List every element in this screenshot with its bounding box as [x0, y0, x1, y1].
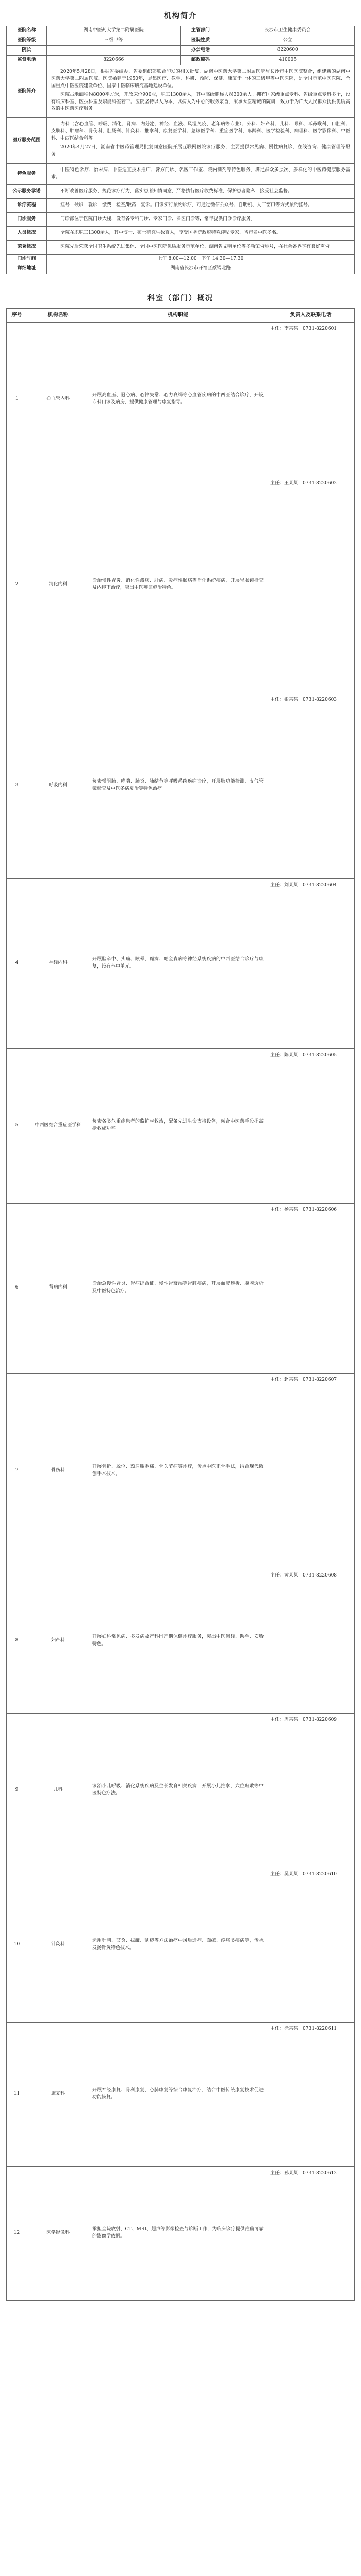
- dept-head: 主任：陈某某 0731-8220605: [267, 1048, 355, 1203]
- info-row: [7, 226, 355, 240]
- fax-label: 监督电话: [7, 55, 47, 65]
- dept-duty: 运用针刺、艾灸、拔罐、刮痧等方法治疗中风后遗症、面瘫、疼痛类疾病等，传承发扬针灸特色技术。: [89, 1868, 267, 2022]
- dept-head: 主任：徐某某 0731-8220611: [267, 2022, 355, 2166]
- fax-value: 8220666: [47, 55, 181, 65]
- dept-num: 5: [7, 1048, 27, 1203]
- open-value: 门诊部位于医院门诊大楼，设有各专科门诊、专家门诊、名医门诊等，常年提供门诊诊疗服务。: [47, 212, 355, 226]
- table-row: [7, 2022, 355, 2166]
- dept-num: 6: [7, 1203, 27, 1373]
- dept-num: 12: [7, 2166, 27, 2300]
- dept-duty: 开展骨折、脱位、颈肩腰腿痛、骨关节病等诊疗，传承中医正骨手法，结合现代微创手术技术。: [89, 1373, 267, 1569]
- table-row: [7, 322, 355, 477]
- dept-num: 3: [7, 693, 27, 878]
- table-row: [7, 1868, 355, 2022]
- info-table: [6, 26, 355, 274]
- nature-value: 公立: [221, 36, 355, 45]
- table-row: [7, 693, 355, 878]
- dept-name: 肾病内科: [27, 1203, 89, 1373]
- dept-name: 医学影像科: [27, 2166, 89, 2300]
- dept-head: 主任：孙某某 0731-8220612: [267, 2166, 355, 2300]
- page: [6, 0, 355, 2309]
- section-gap: [6, 274, 355, 290]
- info-row: [7, 45, 355, 55]
- dept-name: 消化内科: [27, 477, 89, 693]
- dept-duty: 诊治慢性胃炎、消化性溃疡、肝病、炎症性肠病等消化系统疾病，开展胃肠镜检查及内镜下治疗，突出中医辨证施治特色。: [89, 477, 267, 693]
- dept-duty: 诊治小儿呼吸、消化系统疾病及生长发育相关疾病，开展小儿推拿、穴位贴敷等中医特色疗法。: [89, 1713, 267, 1868]
- info-row: [7, 212, 355, 226]
- dept-duty: 承担全院放射、CT、MRI、超声等影像检查与诊断工作，为临床诊疗提供准确可靠的影像学依据。: [89, 2166, 267, 2300]
- info-row: [7, 254, 355, 264]
- info-row: [7, 65, 355, 118]
- dept-head: 主任：黄某某 0731-8220608: [267, 1569, 355, 1713]
- competent-value: 长沙市卫生健康委员会: [221, 26, 355, 36]
- header-duty: 机构职能: [89, 308, 267, 322]
- info-row: [7, 184, 355, 198]
- public-label: 公示服务承诺: [7, 184, 47, 198]
- info-row: [7, 26, 355, 36]
- dept-name: 骨伤科: [27, 1373, 89, 1569]
- director-label: 院长: [7, 45, 47, 55]
- dept-head: 主任：周某某 0731-8220609: [267, 1713, 355, 1868]
- competent-label: 主管部门: [180, 26, 221, 36]
- table-row: [7, 878, 355, 1048]
- special-value: 中医特色诊疗、治未病、中医适宜技术推广、膏方门诊、名医工作室、院内制剂等特色服务，满足群众多层次、多样化的中医药健康服务需求。: [47, 164, 355, 185]
- dept-header-row: [7, 308, 355, 322]
- name-label: 医院名称: [7, 26, 47, 36]
- dept-name: 妇产科: [27, 1569, 89, 1713]
- dept-body: [7, 322, 355, 2300]
- postal-label: 邮政编码: [180, 55, 221, 65]
- info-row: [7, 55, 355, 65]
- dept-num: 8: [7, 1569, 27, 1713]
- public-value: 不断改善医疗服务，规范诊疗行为，落实患者知情同意，严格执行医疗收费标准，保护患者隐私，接受社会监督。: [47, 184, 355, 198]
- table-row: [7, 1569, 355, 1713]
- dept-table: [6, 308, 355, 2301]
- dept-head: 主任：李某某 0731-8220601: [267, 322, 355, 477]
- dept-name: 康复科: [27, 2022, 89, 2166]
- info-row: [7, 164, 355, 185]
- dept-head: 主任：杨某某 0731-8220606: [267, 1203, 355, 1373]
- address-value: 湖南省长沙市开福区蔡锷北路: [47, 264, 355, 274]
- phone-label: 办公电话: [180, 45, 221, 55]
- dept-num: 2: [7, 477, 27, 693]
- dept-num: 7: [7, 1373, 27, 1569]
- header-head: 负责人及联系电话: [267, 308, 355, 322]
- info-row: [7, 118, 355, 164]
- address-label: 详细地址: [7, 264, 47, 274]
- dept-head: 主任：赵某某 0731-8220607: [267, 1373, 355, 1569]
- duty-label: 诊疗流程: [7, 198, 47, 212]
- dept-duty: 开展高血压、冠心病、心律失常、心力衰竭等心血管疾病的中西医结合诊疗，开设专科门诊及病房，提供健康管理与康复指导。: [89, 322, 267, 477]
- dept-num: 11: [7, 2022, 27, 2166]
- dept-num: 9: [7, 1713, 27, 1868]
- table-row: [7, 1713, 355, 1868]
- table-row: [7, 477, 355, 693]
- scope-paragraph: 2020年4月27日，湖南省中医药管理局批复同意医院开展互联网医院诊疗服务，主要提供常见病、慢性病复诊、在线咨询、健康管理等服务。: [51, 145, 350, 158]
- phone-value: 8220600: [221, 45, 355, 55]
- hours-value: 上午 8:00—12:00 下午 14:30—17:30: [47, 254, 355, 264]
- level-label: 医院等级: [7, 36, 47, 45]
- dept-duty: 诊治急慢性肾炎、肾病综合征、慢性肾衰竭等肾脏疾病，开展血液透析、腹膜透析及中医特色治疗。: [89, 1203, 267, 1373]
- dept-title: 科室（部门）概况: [147, 294, 214, 302]
- dept-name: 心血管内科: [27, 322, 89, 477]
- people-value: 全院在职职工1300余人，其中博士、硕士研究生数百人，享受国务院政府特殊津贴专家、省市名中医多名。: [47, 226, 355, 240]
- table-row: [7, 2166, 355, 2300]
- honor-value: 医院先后荣获全国卫生系统先进集体、全国中医医院优质服务示范单位、湖南省文明单位等多项荣誉称号，在社会各界享有良好声誉。: [47, 240, 355, 254]
- intro-paragraph: 医院占地面积约8000平方米，开放床位900张，职工1300余人，其中高级职称人员300余人。拥有国家级重点专科、省级重点专科多个，设有临床科室、医技科室及职能科室若干。医院坚持以人为本、以病人为中心的服务宗旨，秉承大医精诚的院训，致力于为广大人民群众提供优质高效的中医药医疗服务。: [51, 92, 350, 112]
- bottom-spacer: [6, 2301, 355, 2309]
- scope-label: 医疗服务范围: [7, 118, 47, 164]
- table-row: [7, 1203, 355, 1373]
- postal-value: 410005: [221, 55, 355, 65]
- people-label: 人员概况: [7, 226, 47, 240]
- dept-name: 中西医结合重症医学科: [27, 1048, 89, 1203]
- info-row: [7, 240, 355, 254]
- dept-name: 针灸科: [27, 1868, 89, 2022]
- duty-value: 挂号—候诊—就诊—缴费—检查/取药—复诊。门诊实行预约诊疗，可通过微信公众号、自助机、人工窗口等方式预约挂号。: [47, 198, 355, 212]
- table-row: [7, 1373, 355, 1569]
- dept-duty: 负责慢阻肺、哮喘、肺炎、肺结节等呼吸系统疾病诊疗，开展肺功能检测、支气管镜检查及中医冬病夏治等特色治疗。: [89, 693, 267, 878]
- dept-name: 神经内科: [27, 878, 89, 1048]
- info-row: [7, 198, 355, 212]
- dept-head: 主任：刘某某 0731-8220604: [267, 878, 355, 1048]
- level-value: 三级甲等: [47, 36, 181, 45]
- name-value: 湖南中医药大学第二附属医院: [47, 26, 181, 36]
- director-value: [47, 45, 181, 55]
- dept-duty: 开展妇科常见病、多发病及产科围产期保健诊疗服务，突出中医调经、助孕、安胎特色。: [89, 1569, 267, 1713]
- dept-num: 4: [7, 878, 27, 1048]
- dept-head: 主任：吴某某 0731-8220610: [267, 1868, 355, 2022]
- intro-value: [47, 65, 355, 118]
- dept-name: 儿科: [27, 1713, 89, 1868]
- intro-label: 医院简介: [7, 65, 47, 118]
- scope-paragraph: 内科（含心血管、呼吸、消化、肾病、内分泌、神经、血液、风湿免疫、老年病等专业）、外科、妇产科、儿科、眼科、耳鼻喉科、口腔科、皮肤科、肿瘤科、骨伤科、肛肠科、针灸科、推拿科、康复医学科、急诊医学科、重症医学科、麻醉科、医学检验科、病理科、医学影像科、中医科、中西医结合科等。: [51, 122, 350, 142]
- nature-label: 医院性质: [180, 36, 221, 45]
- info-row: [7, 36, 355, 45]
- hours-label: 门诊时间: [7, 254, 47, 264]
- dept-head: 主任：王某某 0731-8220602: [267, 477, 355, 693]
- open-label: 门诊服务: [7, 212, 47, 226]
- table-row: [7, 1048, 355, 1203]
- page-title: 机构简介: [164, 12, 197, 20]
- scope-value: [47, 118, 355, 164]
- header-name: 机构名称: [27, 308, 89, 322]
- dept-duty: 负责各类危重症患者的监护与救治，配备先进生命支持设备，融合中医药手段提高抢救成功率。: [89, 1048, 267, 1203]
- dept-duty: 开展脑卒中、头痛、眩晕、癫痫、帕金森病等神经系统疾病的中西医结合诊疗与康复，设有卒中单元。: [89, 878, 267, 1048]
- dept-name: 呼吸内科: [27, 693, 89, 878]
- info-row: [7, 264, 355, 274]
- dept-duty: 开展神经康复、骨科康复、心肺康复等综合康复治疗，结合中医传统康复技术促进功能恢复。: [89, 2022, 267, 2166]
- header-num: 序号: [7, 308, 27, 322]
- special-label: 特色服务: [7, 164, 47, 185]
- dept-num: 1: [7, 322, 27, 477]
- intro-paragraph: 2020年5月28日，根据省委编办、省委组织部联合印发的相关批复，湖南中医药大学第二附属医院与长沙市中医医院整合，组建新的湖南中医药大学第二附属医院。医院始建于1950年，是集医疗、教学、科研、预防、保健、康复于一体的三级甲等中医医院，是全国示范中医医院、全国重点中医医院建设单位、国家中医临床研究基地建设单位。: [51, 69, 350, 89]
- honor-label: 荣誉概况: [7, 240, 47, 254]
- dept-num: 10: [7, 1868, 27, 2022]
- dept-head: 主任：张某某 0731-8220603: [267, 693, 355, 878]
